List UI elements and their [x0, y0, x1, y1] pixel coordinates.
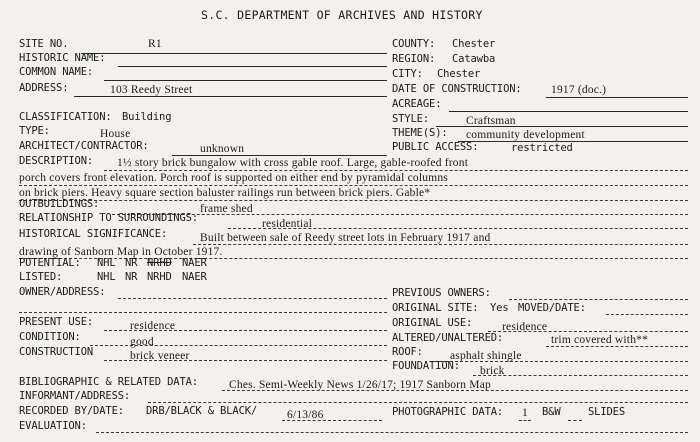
county-label: COUNTY:	[392, 38, 436, 50]
historical-significance-label: HISTORICAL SIGNIFICANCE:	[19, 228, 168, 240]
historic-name-line	[118, 66, 387, 67]
historical-rule-2	[19, 258, 688, 259]
type-label: TYPE:	[19, 125, 50, 137]
potential-nrhd: NRHD	[147, 257, 172, 269]
architect-line	[172, 155, 387, 156]
recorded-by-value: DRB/BLACK & BLACK/	[146, 405, 258, 417]
style-label: STYLE:	[392, 113, 430, 125]
classification-value: Building	[122, 111, 172, 123]
architect-value: unknown	[200, 143, 245, 155]
region-value: Catawba	[452, 53, 496, 65]
owner-address-label: OWNER/ADDRESS:	[19, 286, 106, 298]
style-line	[436, 126, 688, 127]
recorded-date-value: 6/13/86	[287, 409, 324, 421]
site-no-label: SITE NO.	[19, 38, 69, 50]
date-construction-line	[546, 97, 688, 98]
themes-line	[458, 141, 688, 142]
address-value: 103 Reedy Street	[110, 84, 193, 96]
listed-nr: NR	[125, 271, 138, 283]
listed-naer: NAER	[182, 271, 207, 283]
photo-bw-label: B&W	[542, 406, 561, 418]
original-site-value: Yes	[490, 302, 509, 314]
roof-value: asphalt shingle	[450, 350, 522, 362]
city-value: Chester	[437, 68, 481, 80]
common-name-label: COMMON NAME:	[19, 66, 94, 78]
city-label: CITY:	[392, 68, 423, 80]
bibliographic-value: Ches. Semi-Weekly News 1/26/17; 1917 Sanborn Map	[229, 379, 491, 391]
previous-owners-rule	[509, 299, 688, 300]
acreage-line	[449, 111, 688, 112]
photo-slides-label: SLIDES	[588, 406, 626, 418]
bibliographic-label: BIBLIOGRAPHIC & RELATED DATA:	[19, 376, 198, 388]
evaluation-rule	[96, 432, 688, 433]
photo-bw-rule	[568, 420, 582, 421]
original-use-rule	[488, 331, 688, 332]
relationship-label: RELATIONSHIP TO SURROUNDINGS:	[19, 212, 198, 224]
photographic-label: PHOTOGRAPHIC DATA:	[392, 406, 504, 418]
moved-date-rule	[606, 314, 688, 315]
foundation-rule	[473, 375, 688, 376]
altered-rule	[546, 346, 688, 347]
original-use-value: residence	[502, 321, 548, 333]
photo-count-rule	[519, 420, 531, 421]
historical-rule-1	[193, 244, 688, 245]
original-site-label: ORIGINAL SITE:	[392, 302, 479, 314]
type-value: House	[100, 128, 131, 140]
condition-value: good	[130, 336, 154, 348]
altered-label: ALTERED/UNALTERED:	[392, 332, 504, 344]
date-construction-label: DATE OF CONSTRUCTION:	[392, 83, 522, 95]
acreage-label: ACREAGE:	[392, 98, 442, 110]
description-rule-2	[19, 185, 688, 186]
owner-rule-1	[118, 298, 387, 299]
region-label: REGION:	[392, 53, 436, 65]
historic-name-label: HISTORIC NAME:	[19, 52, 106, 64]
outbuildings-value: frame shed	[200, 203, 253, 215]
bibliographic-rule	[222, 390, 688, 391]
description-rule-3	[19, 200, 688, 201]
owner-rule-2	[19, 312, 387, 313]
architect-label: ARCHITECT/CONTRACTOR:	[19, 140, 149, 152]
construction-rule	[104, 360, 387, 361]
recorded-by-label: RECORDED BY/DATE:	[19, 405, 124, 417]
themes-value: community development	[466, 129, 585, 141]
recorded-date-rule	[282, 420, 382, 421]
historical-line-2: drawing of Sanborn Map in October 1917.	[19, 246, 223, 258]
condition-label: CONDITION:	[19, 331, 81, 343]
description-label: DESCRIPTION:	[19, 155, 94, 167]
outbuildings-label: OUTBUILDINGS:	[19, 198, 100, 210]
common-name-line	[104, 80, 387, 81]
description-line-1: 1½ story brick bungalow with cross gable roof. Large, gable-roofed front	[117, 157, 469, 169]
present-use-value: residence	[130, 320, 176, 332]
potential-naer: NAER	[182, 257, 207, 269]
description-rule-1	[104, 170, 688, 171]
public-access-value: restricted	[511, 142, 573, 154]
site-no-line	[81, 53, 387, 54]
relationship-value: residential	[262, 218, 313, 230]
public-access-label: PUBLIC ACCESS:	[392, 141, 479, 153]
construction-label: CONSTRUCTION	[19, 346, 94, 358]
address-line	[74, 96, 387, 97]
evaluation-label: EVALUATION:	[19, 420, 87, 432]
description-line-3: on brick piers. Heavy square section baluster railings run between brick piers. Gable*	[19, 187, 431, 199]
condition-rule	[90, 345, 387, 346]
listed-nhl: NHL	[97, 271, 116, 283]
site-no-value: R1	[148, 38, 162, 50]
outbuildings-rule	[112, 214, 688, 215]
construction-value: brick veneer	[130, 350, 190, 362]
informant-rule	[148, 402, 688, 403]
foundation-label: FOUNDATION:	[392, 360, 460, 372]
potential-nr: NR	[125, 257, 138, 269]
listed-nrhd: NRHD	[147, 271, 172, 283]
date-construction-value: 1917 (doc.)	[551, 84, 607, 96]
original-use-label: ORIGINAL USE:	[392, 317, 473, 329]
form-header: S.C. DEPARTMENT OF ARCHIVES AND HISTORY	[201, 8, 483, 22]
previous-owners-label: PREVIOUS OWNERS:	[392, 287, 491, 299]
present-use-rule	[104, 330, 387, 331]
moved-date-label: MOVED/DATE:	[518, 302, 586, 314]
altered-value: trim covered with**	[551, 334, 649, 346]
description-line-2: porch covers front elevation. Porch roof is supported on either end by pyramidal columns	[19, 172, 448, 184]
informant-label: INFORMANT/ADDRESS:	[19, 390, 131, 402]
potential-label: POTENTIAL:	[19, 257, 81, 269]
roof-label: ROOF:	[392, 346, 423, 358]
classification-label: CLASSIFICATION:	[19, 111, 112, 123]
potential-nhl: NHL	[97, 257, 116, 269]
photo-count-value: 1	[522, 407, 528, 419]
themes-label: THEME(S):	[392, 127, 448, 139]
style-value: Craftsman	[466, 115, 516, 127]
roof-rule	[430, 361, 688, 362]
county-value: Chester	[452, 38, 496, 50]
present-use-label: PRESENT USE:	[19, 316, 94, 328]
historical-line-1: Built between sale of Reedy street lots in February 1917 and	[200, 232, 491, 244]
foundation-value: brick	[480, 365, 505, 377]
listed-label: LISTED:	[19, 271, 63, 283]
address-label: ADDRESS:	[19, 82, 69, 94]
relationship-rule	[228, 228, 688, 229]
